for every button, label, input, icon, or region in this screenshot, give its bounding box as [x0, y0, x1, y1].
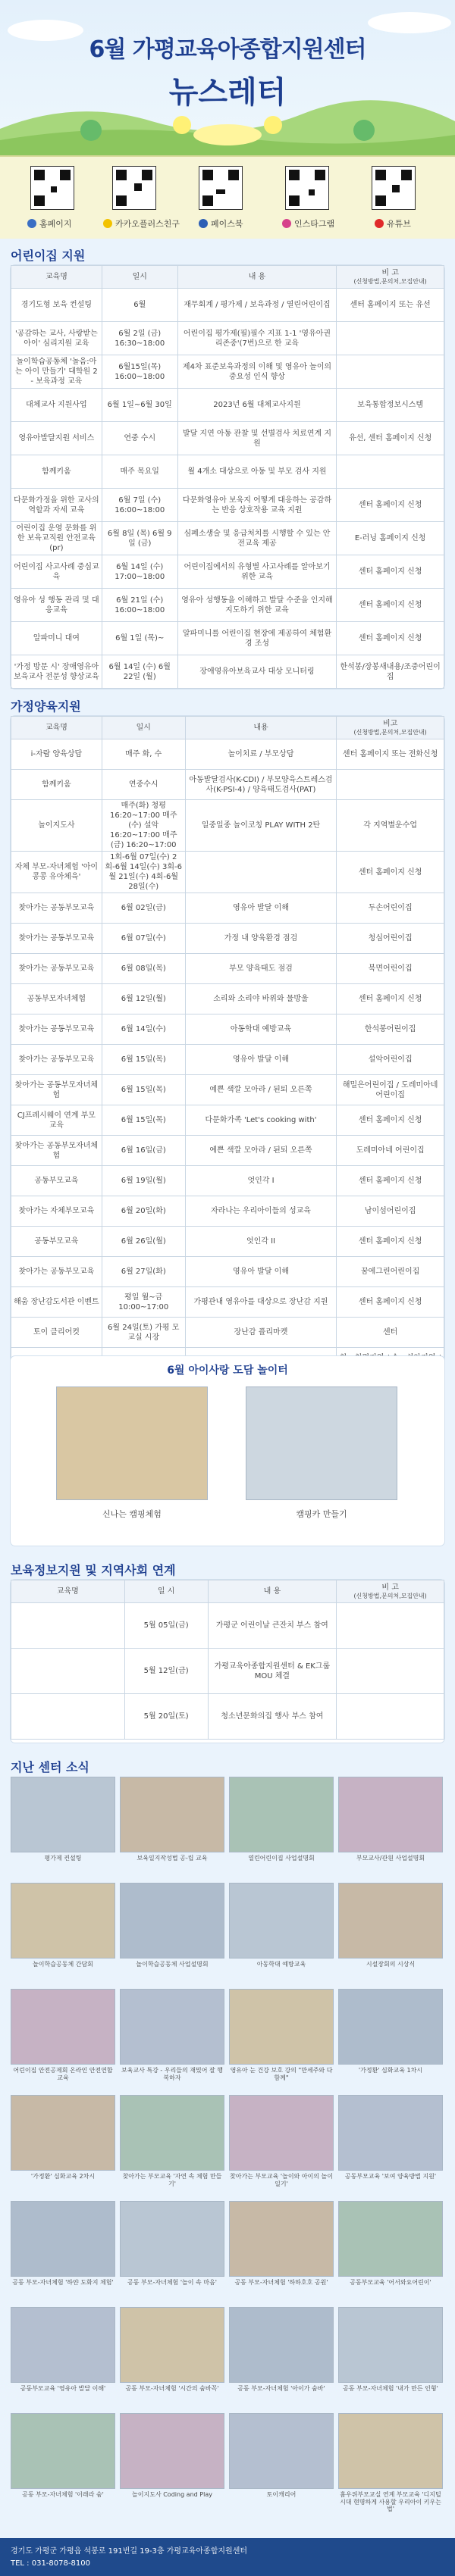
qr-code-instagram[interactable]	[285, 166, 329, 210]
table-cell: 6월 02일(금)	[102, 893, 185, 924]
table-cell: 6월 21일 (수) 16:00~18:00	[102, 589, 177, 622]
table-cell: 2023년 6월 대체교사지원	[177, 389, 337, 422]
table-cell: 어린이집 운영 문화를 위한 보육교직원 안전교육(pr)	[11, 522, 102, 555]
playground-card	[11, 1356, 444, 1546]
table-row	[11, 1045, 444, 1075]
col-header: 교육명	[11, 717, 102, 739]
table-cell: 6월 14일(수)	[102, 1014, 185, 1045]
table-cell: 예쁜 색깔 모아라 / 된퇴 오른쪽	[185, 1075, 337, 1105]
table-cell: 센터 홈페이지 또는 전화신청	[337, 739, 444, 770]
table-row	[11, 1318, 444, 1348]
news-photo	[338, 2413, 443, 2489]
camper-craft-photo	[246, 1386, 397, 1500]
table-row	[11, 739, 444, 770]
table-cell: 6월 07일(수)	[102, 924, 185, 954]
newsletter-title: 6월 가평교육아종합지원센터	[89, 36, 366, 63]
table-cell: 어린이집 평가제(필)필수 지표 1-1 '영유아권리존중'(7번)으로 한 교육	[177, 322, 337, 355]
table-row	[11, 852, 444, 893]
col-header: 교육명	[11, 1580, 125, 1603]
table-row	[11, 1287, 444, 1318]
news-photo-caption: 열린어린이집 사업설명회	[248, 1855, 315, 1862]
news-photo	[338, 1883, 443, 1959]
news-photo-caption: 홈우위부모교실 연계 부모교육 '디지털시대 현명하게 사용할 우리아이 키우는 법'	[340, 2491, 441, 2513]
table-cell: 평일 월~금 10:00~17:00	[102, 1287, 185, 1318]
table-cell: 찾아가는 공동부모교육	[11, 1257, 102, 1287]
col-header: 내 용	[208, 1580, 337, 1603]
table-cell	[337, 1603, 444, 1649]
news-photo	[11, 2307, 115, 2383]
table-cell: 찾아가는 자체부모교육	[11, 1196, 102, 1227]
table-cell: 연중수시	[102, 770, 185, 800]
table-cell: 도레미아네 어린이집	[337, 1136, 444, 1166]
news-photo	[229, 2201, 334, 2277]
table-cell: 6월	[102, 289, 177, 322]
qr-code-kakao[interactable]	[112, 166, 156, 210]
section-title-daycare: 어린이집 지원	[11, 249, 86, 263]
col-header: 일 시	[124, 1580, 208, 1603]
table-cell: 찾아가는 공동부모교육	[11, 924, 102, 954]
table-row	[11, 389, 444, 422]
news-photo-grid	[11, 1777, 444, 2527]
daycare-table	[11, 265, 444, 689]
table-cell: 1회-6월 07일(수) 2회-6월 14일(수) 3회-6월 21일(수) 4회-6월 28일(수)	[102, 852, 185, 893]
table-cell: 함께키움	[11, 455, 102, 489]
playground-title: 6월 아이사랑 도담 놀이터	[167, 1365, 288, 1377]
table-cell: 청심어린이집	[337, 924, 444, 954]
table-cell: 영유아 발달 이해	[185, 1257, 337, 1287]
news-photo-caption: '가정환' 심화교육 1차시	[358, 2067, 423, 2074]
table-row	[11, 1257, 444, 1287]
table-cell: 6월 08일(목)	[102, 954, 185, 984]
table-cell: 6월 14일 (수) 6월 22일 (월)	[102, 655, 177, 689]
table-row	[11, 1105, 444, 1136]
section-title-news: 지난 센터 소식	[11, 1760, 89, 1774]
table-cell: 대체교사 지원사업	[11, 389, 102, 422]
table-row	[11, 893, 444, 924]
news-photo	[120, 1777, 224, 1852]
table-cell: 가평관내 영유아를 대상으로 장난감 지원	[185, 1287, 337, 1318]
news-photo	[229, 2413, 334, 2489]
footer	[0, 2538, 455, 2576]
news-photo-caption: 공동 부모-자녀체험 '하얀 도화지 체험'	[12, 2279, 114, 2286]
table-cell: 두손어린이집	[337, 893, 444, 924]
table-row	[11, 1166, 444, 1196]
table-cell: 놀이치료 / 부모상담	[185, 739, 337, 770]
news-photo	[11, 1883, 115, 1959]
table-row	[11, 1603, 444, 1649]
community-table-card	[11, 1580, 444, 1743]
table-cell: 아동학대 예방교육	[185, 1014, 337, 1045]
table-cell: 해밀은어린이집 / 도레미아네 어린이집	[337, 1075, 444, 1105]
home-icon	[27, 219, 36, 228]
news-photo-caption: 어린이집 안전공제회 온라인 안전연합교육	[13, 2067, 113, 2081]
table-row	[11, 1196, 444, 1227]
table-cell: 남이섬어린이집	[337, 1196, 444, 1227]
news-photo-caption: 영유아 눈 건강 보호 강의 "만세주와 다함께"	[230, 2067, 333, 2081]
news-photo	[120, 2307, 224, 2383]
table-cell: 알파미니 대여	[11, 622, 102, 655]
table-cell: 북면어린이집	[337, 954, 444, 984]
table-row	[11, 655, 444, 689]
daycare-table-card	[11, 265, 444, 689]
news-photo	[120, 1989, 224, 2065]
table-cell: 센터 홈페이지 신청	[337, 622, 444, 655]
table-cell: 센터 홈페이지 또는 유선	[337, 289, 444, 322]
table-cell: 센터 홈페이지 신청	[337, 1227, 444, 1257]
table-cell	[337, 355, 444, 389]
table-row	[11, 770, 444, 800]
table-row	[11, 322, 444, 355]
table-cell	[11, 1603, 125, 1649]
family-table	[11, 716, 444, 1378]
kakao-icon	[103, 219, 112, 228]
table-cell: 장난감 플리마켓	[185, 1318, 337, 1348]
table-cell: 소리와 소리야 바위와 물방울	[185, 984, 337, 1014]
table-cell: 공동부모자녀체험	[11, 984, 102, 1014]
news-photo-caption: 아동학대 예방교육	[256, 1961, 306, 1968]
table-row	[11, 924, 444, 954]
table-row	[11, 555, 444, 589]
table-cell: 경기도형 보육 컨설팅	[11, 289, 102, 322]
qr-label-homepage: 홈페이지	[27, 217, 72, 230]
table-cell: 6월 14일 (수) 17:00~18:00	[102, 555, 177, 589]
table-cell: 각 지역별운수업	[337, 800, 444, 852]
table-cell: 5월 12일(금)	[124, 1649, 208, 1694]
table-cell	[337, 770, 444, 800]
news-photo	[11, 2201, 115, 2277]
table-cell: 6월 27일(화)	[102, 1257, 185, 1287]
news-photo	[11, 1777, 115, 1852]
table-cell: 가평교육아종합지원센터 & EK그룹 MOU 체결	[208, 1649, 337, 1694]
table-cell	[337, 1694, 444, 1740]
table-cell	[185, 852, 337, 893]
table-cell: 가정 내 양육환경 점검	[185, 924, 337, 954]
table-cell: 꿈에그린어린이집	[337, 1257, 444, 1287]
qr-label-instagram: 인스타그램	[282, 217, 334, 230]
table-cell: 센터 홈페이지 신청	[337, 1166, 444, 1196]
table-cell: 아동발달검사(K-CDI) / 부모양육스트레스검사(K-PSI-4) / 양육태도검사(PAT)	[185, 770, 337, 800]
news-photo	[120, 2201, 224, 2277]
table-cell: 찾아가는 공동부모자녀체험	[11, 1075, 102, 1105]
instagram-icon	[282, 219, 291, 228]
table-cell: 다문화가정을 위한 교사의 역할과 자세 교육	[11, 489, 102, 522]
table-cell: 찾아가는 공동부모교육	[11, 893, 102, 924]
table-cell: 공동부모교육	[11, 1166, 102, 1196]
table-cell: 다문화가족 'Let's cooking with'	[185, 1105, 337, 1136]
table-cell	[11, 1694, 125, 1740]
table-cell: 6월 20일(화)	[102, 1196, 185, 1227]
table-cell: CJ프레시웨이 연계 부모교육	[11, 1105, 102, 1136]
news-photo-caption: 공동 부모-자녀체험 '놀이 속 마음'	[127, 2279, 217, 2286]
table-cell: 유선, 센터 홈페이지 신청	[337, 422, 444, 455]
table-cell: 자체 부모-자녀체험 '아이콩콩 유아체육'	[11, 852, 102, 893]
table-cell: 영유아발달지원 서비스	[11, 422, 102, 455]
col-header: 교육명	[11, 266, 102, 289]
table-cell: 5월 05일(금)	[124, 1603, 208, 1649]
table-cell: 매주 목요일	[102, 455, 177, 489]
camping-photo	[56, 1386, 208, 1500]
table-row	[11, 1075, 444, 1105]
news-photo-caption: 찾아가는 부모교육 '자연 속 체험 만들기'	[122, 2173, 222, 2187]
youtube-icon	[375, 219, 384, 228]
news-photo-caption: 공동 부모-자녀체험 '시간의 숨바꼭'	[125, 2385, 219, 2392]
news-photo	[338, 2307, 443, 2383]
table-cell: '가정 방문 시' 장애영유아보육교사 전문성 향상교육	[11, 655, 102, 689]
table-cell: 엇인각 I	[185, 1166, 337, 1196]
table-cell: 장애영유아보육교사 대상 모니터링	[177, 655, 337, 689]
table-cell: 일중일종 놀이코칭 PLAY WITH 2탄	[185, 800, 337, 852]
col-header: 일시	[102, 266, 177, 289]
news-photo-caption: 공동 부모-자녀체험 '아이가 숨바'	[237, 2385, 325, 2392]
news-photo-caption: 공동 부모-자녀체험 '내가 만든 인형'	[343, 2385, 438, 2392]
table-cell: 센터 홈페이지 신청	[337, 589, 444, 622]
table-cell	[337, 455, 444, 489]
news-photo-caption: 토이캐리어	[266, 2491, 297, 2498]
table-cell: 센터 홈페이지 신청	[337, 555, 444, 589]
news-photo	[229, 1883, 334, 1959]
news-photo-caption: 공동부모교육 '보여 양육방법 지원'	[344, 2173, 437, 2180]
table-row	[11, 455, 444, 489]
table-cell: 부모 양육태도 점검	[185, 954, 337, 984]
table-cell: 찾아가는 공동부모교육	[11, 1045, 102, 1075]
table-cell: 월 4개소 대상으로 아동 및 부모 검사 지원	[177, 455, 337, 489]
news-photo	[338, 2201, 443, 2277]
news-photo-caption: 놀이학습공동체 간담회	[33, 1961, 93, 1968]
table-cell: 한석봉/장봉새내용/조중어린이집	[337, 655, 444, 689]
news-photo	[11, 2413, 115, 2489]
table-cell: 영유아 발달 이해	[185, 1045, 337, 1075]
community-table	[11, 1580, 444, 1740]
news-photo	[120, 2413, 224, 2489]
table-cell: 6월 26일(월)	[102, 1227, 185, 1257]
table-cell: 6월 12일(월)	[102, 984, 185, 1014]
table-row	[11, 589, 444, 622]
table-row	[11, 1136, 444, 1166]
news-photo-caption: 놀이지도사 Coding and Play	[132, 2491, 212, 2498]
news-photo	[338, 2095, 443, 2171]
table-cell: 어린이집 사고사례 중심교육	[11, 555, 102, 589]
news-photo-caption: 시설장회의 시상식	[366, 1961, 416, 1968]
table-cell: 센터 홈페이지 신청	[337, 489, 444, 522]
table-row	[11, 1227, 444, 1257]
section-title-community: 보육정보지원 및 지역사회 연계	[11, 1563, 176, 1577]
table-cell: 6월 15일(목)	[102, 1045, 185, 1075]
table-row	[11, 489, 444, 522]
table-cell: 찾아가는 공동부모교육	[11, 1014, 102, 1045]
qr-code-youtube[interactable]	[372, 166, 416, 210]
news-photo-caption: 평가제 컨설팅	[44, 1855, 82, 1862]
table-cell: 놀이학습공동체 '놀음:아는 아이 만들기' 대학원 2 - 보육과정 교육	[11, 355, 102, 389]
table-cell: 발달 지연 아동 관찰 및 선별검사 치료연계 지원	[177, 422, 337, 455]
table-cell: 6월 7일 (수) 16:00~18:00	[102, 489, 177, 522]
table-cell: 6월 1일~6월 30일	[102, 389, 177, 422]
table-cell: 6월15일(목) 16:00~18:00	[102, 355, 177, 389]
table-cell: 6월 2일 (금) 16:30~18:00	[102, 322, 177, 355]
table-cell	[337, 1649, 444, 1694]
news-photo-caption: 공동부모교육 '영유아 발달 이해'	[20, 2385, 106, 2392]
news-photo	[229, 1989, 334, 2065]
table-row	[11, 422, 444, 455]
table-row	[11, 1649, 444, 1694]
table-cell: 알파미니를 어린이집 현장에 제공하여 체험환경 조성	[177, 622, 337, 655]
table-cell	[11, 1649, 125, 1694]
table-cell: 제4차 표준보육과정의 이해 및 영유아 놀이의 중요성 인식 향상	[177, 355, 337, 389]
news-photo-caption: 보육일지작성법 공-립 교육	[136, 1855, 208, 1862]
news-photo	[11, 2095, 115, 2171]
table-row	[11, 800, 444, 852]
table-cell: 6월 15일(목)	[102, 1075, 185, 1105]
col-header: 일시	[102, 717, 185, 739]
table-cell: '공감하는 교사, 사랑받는 아이' 심리지원 교육	[11, 322, 102, 355]
daycare-table-body	[11, 289, 444, 689]
table-cell: 보육통합정보시스템	[337, 389, 444, 422]
table-row	[11, 984, 444, 1014]
newsletter-subtitle: 뉴스레터	[168, 75, 287, 110]
community-table-body	[11, 1603, 444, 1740]
footer-address: 경기도 가평군 가평읍 석봉로 191번길 19-3층 가평교육아종합지원센터	[11, 2547, 248, 2556]
table-cell: 매주 화, 수	[102, 739, 185, 770]
table-cell: 가평군 어린이날 큰잔치 부스 참여	[208, 1603, 337, 1649]
news-photo	[338, 1777, 443, 1852]
col-header: 내 용	[177, 266, 337, 289]
news-photo	[229, 1777, 334, 1852]
table-cell: 함께키움	[11, 770, 102, 800]
table-cell: 센터 홈페이지 신청	[337, 1287, 444, 1318]
news-photo	[338, 1989, 443, 2065]
table-cell: 자라나는 우리아이들의 성교육	[185, 1196, 337, 1227]
news-photo-caption: 찾아가는 부모교육 '놀이와 아이의 놀이일기'	[229, 2173, 334, 2187]
table-cell: 6월 1일 (목)~	[102, 622, 177, 655]
table-cell: 6월 16일(금)	[102, 1136, 185, 1166]
table-cell: 예쁜 색깔 모아라 / 된퇴 오른쪽	[185, 1136, 337, 1166]
qr-code-facebook[interactable]	[199, 166, 243, 210]
table-cell: 매주(화) 청평 16:20~17:00 매주(수) 설악 16:20~17:00 매주(금) 16:20~17:00	[102, 800, 185, 852]
table-cell: 6월 24일(토) 가평 모교실 시장	[102, 1318, 185, 1348]
photo-caption: 캠핑카 만들기	[296, 1509, 347, 1519]
family-table-body	[11, 739, 444, 1378]
news-photo-caption: 부모교사/관원 사업설명회	[356, 1855, 425, 1862]
table-cell: 찾아가는 공동부모자녀체험	[11, 1136, 102, 1166]
table-cell: 6월 19일(월)	[102, 1166, 185, 1196]
qr-label-youtube: 유튜브	[375, 217, 411, 230]
table-cell: 찾아가는 공동부모교육	[11, 954, 102, 984]
table-cell: 6월 15일(목)	[102, 1105, 185, 1136]
table-cell: 놀이지도사	[11, 800, 102, 852]
header-banner	[0, 0, 455, 155]
table-cell: E-러닝 홈페이지 신청	[337, 522, 444, 555]
table-cell: 심폐소생술 및 응급처치를 시행할 수 있는 안전교육 제공	[177, 522, 337, 555]
table-row	[11, 622, 444, 655]
table-cell: 5월 20일(토)	[124, 1694, 208, 1740]
news-photo-caption: 공동부모교육 '어서와요어린이'	[350, 2279, 431, 2286]
table-row	[11, 355, 444, 389]
col-header: 비 고 (신청방법,문의처,모집안내)	[337, 1580, 444, 1603]
table-row	[11, 289, 444, 322]
qr-link-bar	[0, 155, 455, 239]
table-cell: 토이 클리어컷	[11, 1318, 102, 1348]
duck-float	[193, 124, 262, 145]
table-cell: 6월 8일 (목) 6월 9일 (금)	[102, 522, 177, 555]
table-cell: 센터 홈페이지 신청	[337, 984, 444, 1014]
col-header: 비 고 (신청방법,문의처,모집안내)	[337, 266, 444, 289]
table-row	[11, 1694, 444, 1740]
table-cell: 다문화영유아 보육지 어떻게 대응하는 공감하는 반응 상호작용 교육 지원	[177, 489, 337, 522]
news-photo-caption: 놀이학습공동체 사업설명회	[136, 1961, 209, 1968]
table-row	[11, 954, 444, 984]
table-cell: 영유아 성행동을 이해하고 발달 수준을 인지해 지도하기 위한 교육	[177, 589, 337, 622]
col-header: 비고 (신청방법,문의처,모집안내)	[337, 717, 444, 739]
news-photo	[120, 1883, 224, 1959]
photo-caption: 신나는 캠핑체험	[102, 1509, 162, 1519]
col-header: 내용	[185, 717, 337, 739]
table-cell: 어린이집에서의 유형별 사고사례를 알아보기 위한 교육	[177, 555, 337, 589]
table-cell: 연중 수시	[102, 422, 177, 455]
table-row	[11, 1014, 444, 1045]
table-cell: 한석봉어린이집	[337, 1014, 444, 1045]
qr-code-homepage[interactable]	[30, 166, 74, 210]
news-photo-caption: '가정환' 심화교육 2차시	[30, 2173, 96, 2180]
table-cell: 재무회계 / 평가제 / 보육과정 / 열린어린이집	[177, 289, 337, 322]
family-table-card	[11, 716, 444, 1378]
table-cell: i-자람 양육상담	[11, 739, 102, 770]
news-photo	[229, 2095, 334, 2171]
news-photo	[229, 2307, 334, 2383]
news-photo-caption: 보육교사 특강 - 우리들의 재밌어 잘 행복하자	[121, 2067, 224, 2081]
table-cell: 센터 홈페이지 신청	[337, 852, 444, 893]
table-cell: 센터 홈페이지 신청	[337, 1105, 444, 1136]
footer-phone: TEL : 031-8078-8100	[11, 2559, 90, 2568]
table-cell: 설악어린이집	[337, 1045, 444, 1075]
facebook-icon	[199, 219, 208, 228]
table-cell: 센터	[337, 1318, 444, 1348]
news-photo	[11, 1989, 115, 2065]
news-photo	[120, 2095, 224, 2171]
section-title-family: 가정양육지원	[11, 699, 81, 714]
table-cell: 해움 장난감도서관 이벤트	[11, 1287, 102, 1318]
table-cell: 영유아 성 행동 관리 및 대응교육	[11, 589, 102, 622]
news-photo-caption: 공동 부모-자녀체험 '하하호호 공원'	[234, 2279, 328, 2286]
table-cell: 엇인각 II	[185, 1227, 337, 1257]
table-row	[11, 522, 444, 555]
table-cell: 영유아 발달 이해	[185, 893, 337, 924]
qr-label-facebook: 페이스북	[199, 217, 243, 230]
news-photo-caption: 공동 부모-자녀체험 '이래라 숨'	[22, 2491, 104, 2498]
table-cell: 공동부모교육	[11, 1227, 102, 1257]
table-cell: 청소년문화의집 행사 부스 참여	[208, 1694, 337, 1740]
qr-label-kakao: 카카오플러스친구	[103, 217, 180, 230]
table-cell	[337, 322, 444, 355]
